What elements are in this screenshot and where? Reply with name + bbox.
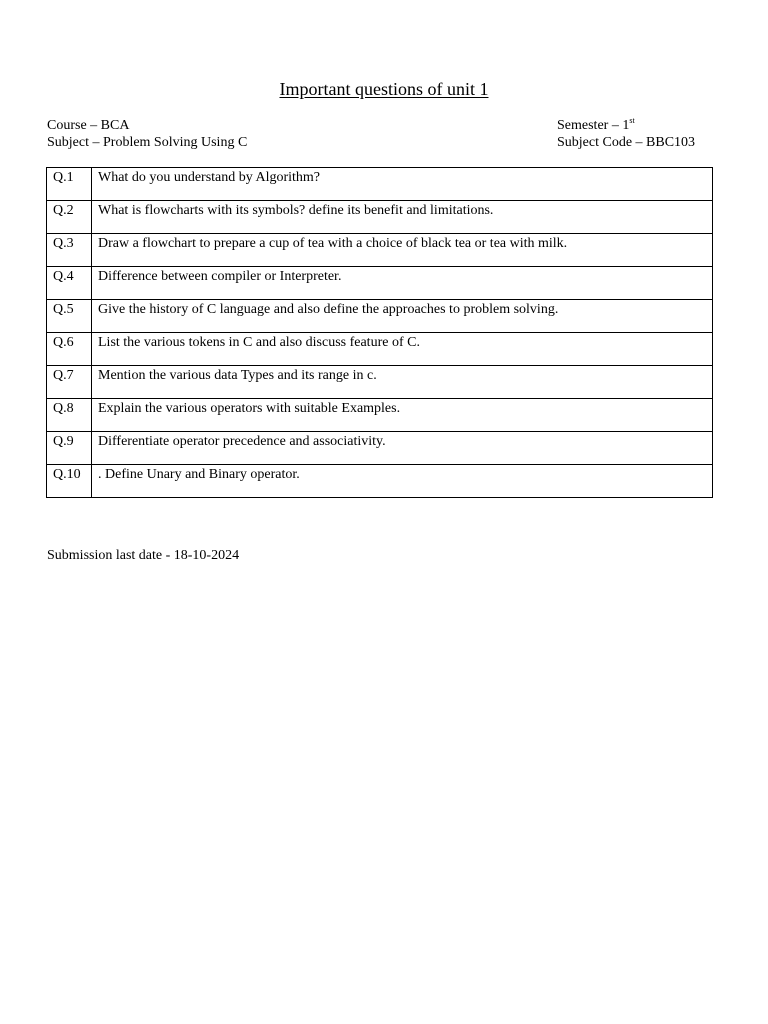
course-info [47, 117, 247, 151]
question-number: Q.3 [47, 234, 92, 267]
semester-info [557, 117, 695, 151]
submission-date: Submission last date - 18-10-2024 [47, 548, 240, 563]
question-number: Q.5 [47, 300, 92, 333]
question-number: Q.1 [47, 168, 92, 201]
semester-label [557, 117, 695, 134]
question-text: Explain the various operators with suitable Examples. [92, 399, 713, 432]
subject-code-label: Subject Code – BBC103 [557, 135, 696, 150]
question-text: List the various tokens in C and also discuss feature of C. [92, 333, 713, 366]
table-row [47, 300, 713, 333]
page-title: Important questions of unit 1 [279, 79, 489, 99]
questions-table [46, 167, 713, 498]
question-text: What do you understand by Algorithm? [92, 168, 713, 201]
table-row [47, 465, 713, 498]
table-row [47, 168, 713, 201]
question-number: Q.4 [47, 267, 92, 300]
question-number: Q.2 [47, 201, 92, 234]
table-row [47, 399, 713, 432]
table-row [47, 366, 713, 399]
question-number: Q.10 [47, 465, 92, 498]
question-text: What is flowcharts with its symbols? define its benefit and limitations. [92, 201, 713, 234]
question-text: Draw a flowchart to prepare a cup of tea with a choice of black tea or tea with milk. [92, 234, 713, 267]
question-text: Difference between compiler or Interpreter. [92, 267, 713, 300]
table-row [47, 267, 713, 300]
question-text: Give the history of C language and also define the approaches to problem solving. [92, 300, 713, 333]
semester-prefix: Semester – 1 [557, 118, 630, 133]
semester-suffix: st [629, 116, 635, 125]
question-number: Q.8 [47, 399, 92, 432]
table-row [47, 432, 713, 465]
question-number: Q.7 [47, 366, 92, 399]
table-row [47, 333, 713, 366]
table-row [47, 201, 713, 234]
question-text: . Define Unary and Binary operator. [92, 465, 713, 498]
question-number: Q.6 [47, 333, 92, 366]
question-number: Q.9 [47, 432, 92, 465]
question-text: Mention the various data Types and its range in c. [92, 366, 713, 399]
table-row [47, 234, 713, 267]
course-label: Course – BCA [47, 118, 130, 133]
question-text: Differentiate operator precedence and associativity. [92, 432, 713, 465]
subject-label: Subject – Problem Solving Using C [47, 135, 248, 150]
